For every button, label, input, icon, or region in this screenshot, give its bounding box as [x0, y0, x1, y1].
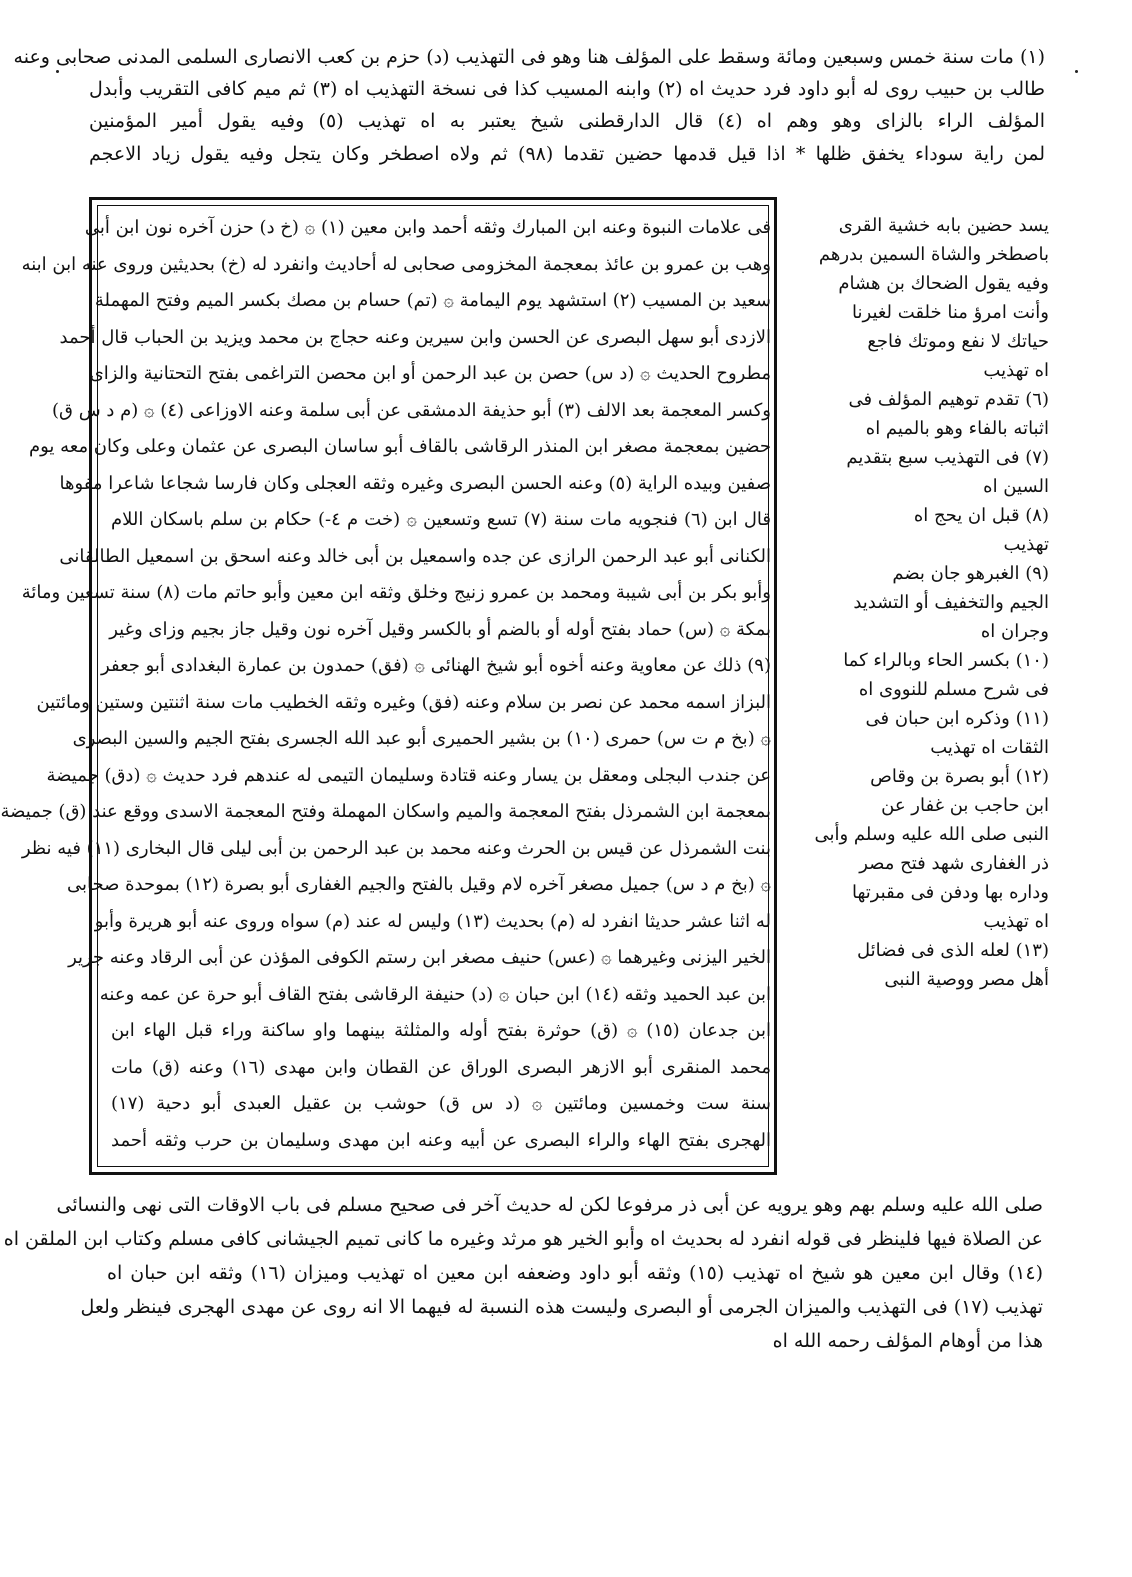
side-note-line: وأنت امرؤ منا خلقت لغيرنا — [852, 302, 1049, 323]
main-text-line: وكسر المعجمة بعد الالف (٣) أبو حذيفة الدمشقى عن أبى سلمة وعنه الاوزاعى (٤) ۞ (م د س ق) — [51, 400, 771, 421]
main-text-line: الكنانى أبو عبد الرحمن الرازى عن جده واسمعيل بن أبى خالد وعنه اسحق بن اسمعيل الطالقانى — [59, 546, 771, 567]
main-text-line: البزاز اسمه محمد عن نصر بن سلام وعنه (فق) وغيره وثقه الخطيب مات سنة اثنتين وستين ومائتين — [36, 692, 771, 713]
top-note-line: المؤلف الراء بالزاى وهو وهم اه (٤) قال الدارقطنى شيخ يعتبر به اه تهذيب (٥) وفيه يقول أمير المؤمنين — [89, 110, 1046, 132]
side-note-line: (١٣) لعله الذى فى فضائل — [856, 940, 1049, 961]
side-note-line: (٩) الغبرهو جان بضم — [892, 563, 1049, 584]
main-text-line: فى علامات النبوة وعنه ابن المبارك وثقه أحمد وابن معين (١) ۞ (خ د) حزن آخره نون ابن أبى — [84, 217, 771, 238]
top-note-line: لمن راية سوداء يخفق ظلها * اذا قيل قدمها حضين تقدما (٩٨) ثم ولاه اصطخر وكان يتجل وفيه يقول زياد الاعجم — [89, 143, 1046, 165]
main-text-line: ۞ (بخ م د س) جميل مصغر آخره لام وقيل بالفتح والجيم الغفارى أبو بصرة (١٢) بموحدة صحابى — [66, 874, 771, 895]
main-text-line: بنت الشمرذل عن قيس بن الحرث وعنه محمد بن عبد الرحمن بن أبى ليلى قال البخارى (١١) فيه نظر — [21, 838, 771, 859]
main-text-line: وهب بن عمرو بن عائذ بمعجمة المخزومى صحابى له أحاديث وانفرد له (خ) بحديثين وروى عنه ابن ابنه — [21, 254, 771, 275]
side-note-line: الثقات اه تهذيب — [930, 737, 1049, 758]
main-text-line: ابن عبد الحميد وثقه (١٤) ابن حبان ۞ (د) حنيفة الرقاشى بفتح القاف أبو حرة عن عمه وعنه — [99, 984, 771, 1005]
side-note-line: وفيه يقول الضحاك بن هشام — [838, 273, 1049, 294]
side-note-line: يسد حضين بابه خشية القرى — [838, 215, 1049, 236]
side-note-line: ذر الغفارى شهد فتح مصر — [859, 853, 1049, 874]
main-text-line: الازدى أبو سهل البصرى عن الحسن وابن سيرين وعنه حجاج بن محمد ويزيد بن الحباب قال أحمد — [59, 327, 771, 348]
side-note-line: وداره بها ودفن فى مقبرتها — [851, 882, 1049, 903]
side-note-line: (١١) وذكره ابن حبان فى — [865, 708, 1049, 729]
side-note-line: (١٠) بكسر الحاء وبالراء كما — [843, 650, 1049, 671]
main-text-line: عن جندب البجلى ومعقل بن يسار وعنه قتادة وسليمان التيمى له عندهم فرد حديث ۞ (دق) جميضة — [46, 765, 771, 786]
side-note-line: السين اه — [983, 476, 1049, 497]
main-text-line: سعيد بن المسيب (٢) استشهد يوم اليمامة ۞ (تم) حسام بن مصك بكسر الميم وفتح المهملة — [94, 290, 771, 311]
main-text-line: حضين بمعجمة مصغر ابن المنذر الرقاشى بالقاف أبو ساسان البصرى عن عثمان وعلى وكان معه يوم — [28, 436, 771, 457]
main-text-line: وأبو بكر بن أبى شيبة ومحمد بن عمرو زنيج وخلق وثقه ابن معين وأبو حاتم مات (٨) سنة تسعين ومائة — [21, 582, 771, 603]
side-note-line: النبى صلى الله عليه وسلم وأبى — [814, 824, 1049, 845]
main-text-line: (٩) ذلك عن معاوية وعنه أخوه أبو شيخ الهنائى ۞ (فق) حمدون بن عمارة البغدادى أبو جعفر — [101, 655, 771, 676]
side-note-line: أهل مصر ووصية النبى — [884, 969, 1049, 990]
main-text-line: الخير اليزنى وغيرهما ۞ (عس) حنيف مصغر ابن رستم الكوفى المؤذن عن أبى الرقاد وعنه جرير — [68, 947, 771, 968]
side-note-line: ابن حاجب بن غفار عن — [881, 795, 1049, 816]
main-text-line: بمكة ۞ (س) حماد بفتح أوله أو بالضم أو بالكسر وقيل آخره نون وقيل جاز بجيم وزاى وغير — [109, 619, 771, 640]
main-text-line: قال ابن (٦) فنجويه مات سنة (٧) تسع وتسعين ۞ (خت م ٤-) حكام بن سلم باسكان اللام — [111, 509, 771, 530]
side-note-line: اه تهذيب — [983, 360, 1049, 381]
main-text-line: مطروح الحديث ۞ (د س) حصن بن عبد الرحمن أو ابن محصن التراغمى بفتح التحتانية والزاى — [89, 363, 771, 384]
side-note-line: حياتك لا نفع وموتك فاجع — [867, 331, 1049, 352]
scan-speck — [1075, 70, 1078, 73]
side-note-line: تهذيب — [1003, 534, 1049, 555]
main-text-line: بمعجمة ابن الشمرذل بفتح المعجمة والميم واسكان المهملة وفتح المعجمة الاسدى ووقع عند (ق) جميضة — [0, 801, 771, 822]
main-text-line: محمد المنقرى أبو الازهر البصرى الوراق عن القطان وابن مهدى (١٦) وعنه (ق) مات — [111, 1057, 771, 1078]
side-note-line: (٦) تقدم توهيم المؤلف فى — [848, 389, 1049, 410]
bottom-note-line: تهذيب (١٧) فى التهذيب والميزان الجرمى أو البصرى وليست هذه النسبة له فيهما الا انه روى عن مهدى الهجرى فينظر ولعل — [80, 1296, 1043, 1318]
side-note-line: (١٢) أبو بصرة بن وقاص — [870, 766, 1049, 787]
side-note-line: وجران اه — [980, 621, 1049, 642]
side-note-line: الجيم والتخفيف أو التشديد — [853, 592, 1049, 613]
main-text-line: صفين وبيده الراية (٥) وعنه الحسن البصرى وغيره وثقه العجلى وكان فارسا شجاعا شاعرا مفوها — [59, 473, 771, 494]
main-text-line: له اثنا عشر حديثا انفرد له (م) بحديث (١٣) وليس له عند (م) سواه وروى عنه أبو هريرة وأبو — [94, 911, 771, 932]
side-note-line: اه تهذيب — [983, 911, 1049, 932]
top-note-line: (١) مات سنة خمس وسبعين ومائة وسقط على المؤلف هنا وهو فى التهذيب (د) حزم بن كعب الانصارى السلمى المدنى صحابى وعنه — [13, 46, 1045, 68]
side-note-line: (٧) فى التهذيب سبع بتقديم — [846, 447, 1049, 468]
side-note-line: باصطخر والشاة السمين بدرهم — [818, 244, 1049, 265]
bottom-note-line: هذا من أوهام المؤلف رحمه الله اه — [772, 1330, 1043, 1352]
side-note-line: اثباته بالفاء وهو بالميم اه — [865, 418, 1049, 439]
bottom-note-line: صلى الله عليه وسلم بهم وهو يرويه عن أبى ذر مرفوعا لكن له حديث آخر فى صحيح مسلم فى باب الاوقات التى نهى والنسائى — [56, 1194, 1043, 1216]
main-text-line: سنة ست وخمسين ومائتين ۞ (د س ق) حوشب بن عقيل العبدى أبو دحية (١٧) — [111, 1093, 771, 1114]
side-note-line: فى شرح مسلم للنووى اه — [858, 679, 1049, 700]
top-note-line: طالب بن حبيب روى له أبو داود فرد حديث اه (٢) وابنه المسيب كذا فى نسخة التهذيب اه (٣) ثم ميم كافى التقريب وأبدل — [89, 78, 1045, 100]
main-text-line: ابن جدعان (١٥) ۞ (ق) حوثرة بفتح أوله والمثلثة بينهما واو ساكنة وراء قبل الهاء ابن — [111, 1020, 772, 1041]
bottom-note-line: عن الصلاة فيها فلينظر فى قوله انفرد له بحديث اه وأبو الخير هو مرثد وغيره ما كانى تميم الجيشانى كافى مسلم وكتاب ابن الملقن اه — [3, 1228, 1043, 1250]
side-note-line: (٨) قبل ان يحج اه — [913, 505, 1049, 526]
bottom-note-line: (١٤) وقال ابن معين هو شيخ اه تهذيب (١٥) وثقه أبو داود وضعفه ابن معين اه تهذيب وميزان (١٦) وثقه ابن حبان اه — [107, 1262, 1043, 1284]
main-text-line: ۞ (بخ م ت س) حمرى (١٠) بن بشير الحميرى أبو عبد الله الجسرى بفتح الجيم والسين البصرى — [72, 728, 771, 749]
main-text-line: الهجرى بفتح الهاء والراء البصرى عن أبيه وعنه ابن مهدى وسليمان بن حرب وثقه أحمد — [111, 1130, 771, 1151]
